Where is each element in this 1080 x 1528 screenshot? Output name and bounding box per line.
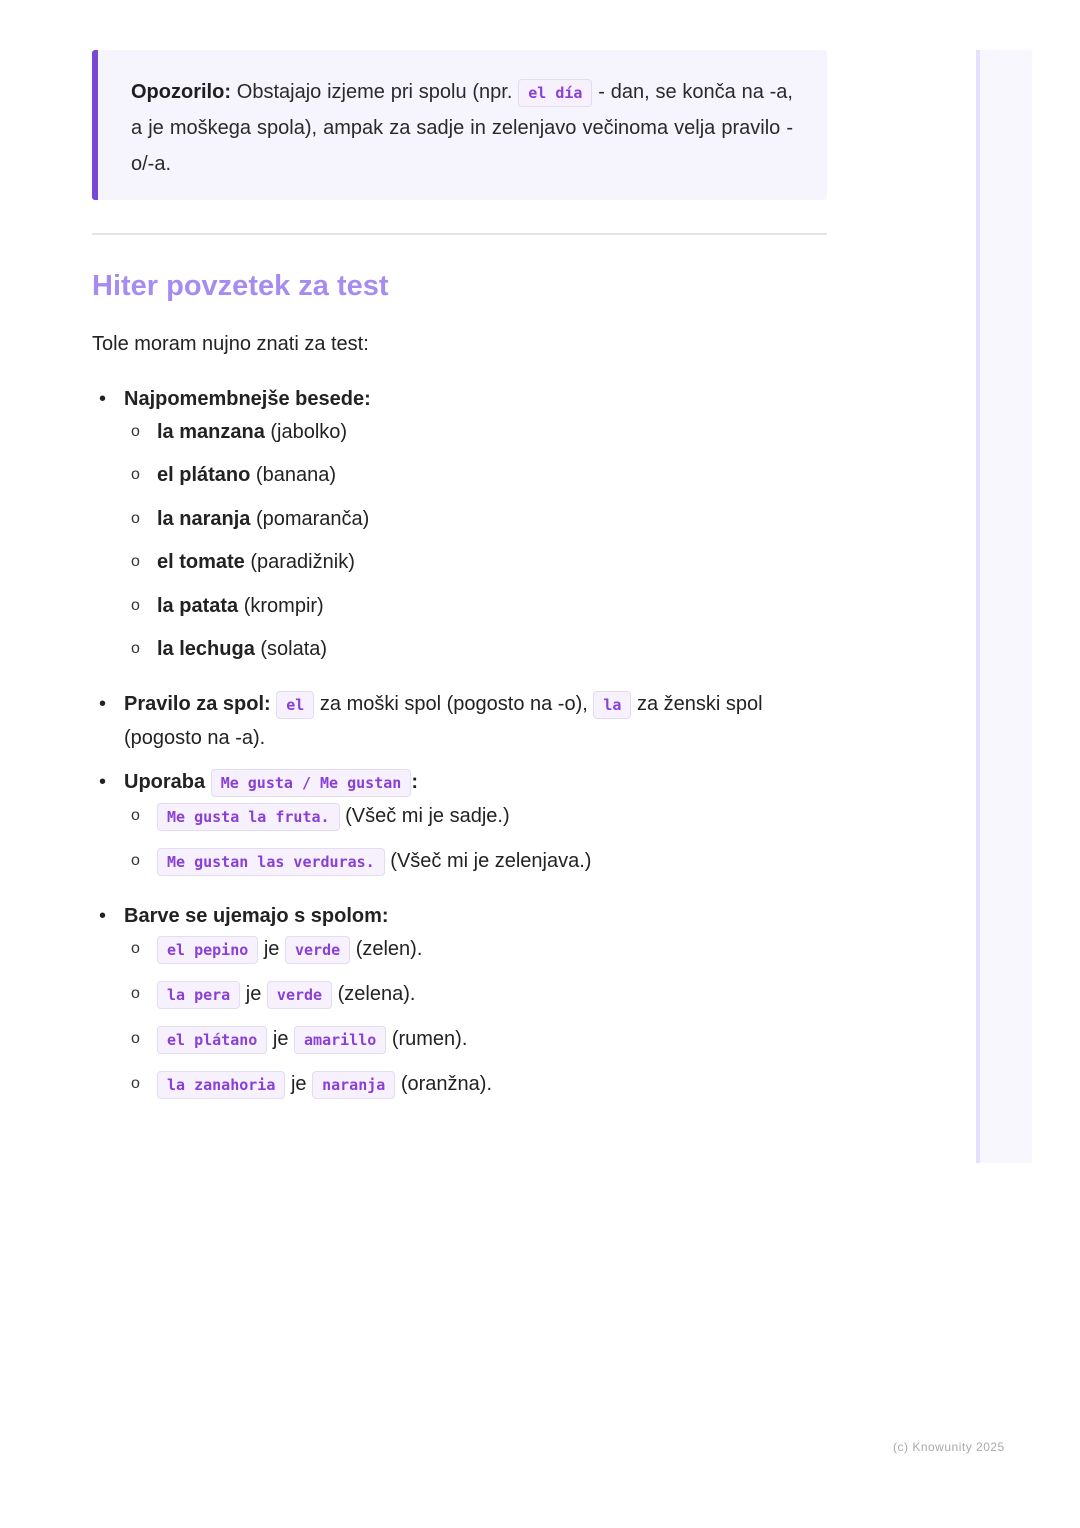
callout-label: Opozorilo:: [131, 81, 231, 103]
usage-label: Uporaba Me gusta / Me gustan :: [124, 767, 418, 797]
copyright-footer: (c) Knowunity 2025: [893, 1440, 1005, 1454]
circle-bullet-icon: o: [131, 940, 140, 957]
section-intro: Tole moram nujno znati za test:: [92, 333, 369, 355]
list-item: el plátano (banana): [157, 464, 336, 486]
circle-bullet-icon: o: [131, 852, 140, 869]
circle-bullet-icon: o: [131, 985, 140, 1002]
circle-bullet-icon: o: [131, 640, 140, 657]
warning-callout: [92, 50, 827, 200]
circle-bullet-icon: o: [131, 553, 140, 570]
bullet-icon: •: [99, 905, 107, 927]
callout-code: el día: [518, 79, 592, 107]
bullet-icon: •: [99, 388, 107, 410]
bullet-icon: •: [99, 771, 107, 793]
section-heading: Hiter povzetek za test: [92, 270, 389, 302]
list-item: la naranja (pomaranča): [157, 508, 370, 530]
list-item: la patata (krompir): [157, 595, 324, 617]
circle-bullet-icon: o: [131, 1030, 140, 1047]
gender-rule: Pravilo za spol: el za moški spol (pogosto na -o), la za ženski spol: [124, 689, 763, 719]
words-label: Najpomembnejše besede:: [124, 388, 371, 410]
section-divider: [92, 233, 827, 235]
circle-bullet-icon: o: [131, 807, 140, 824]
list-item: la zanahoria je naranja (oranžna).: [157, 1069, 492, 1099]
side-panel: [976, 50, 1032, 1163]
gender-rule-continued: (pogosto na -a).: [124, 727, 266, 749]
list-item: la pera je verde (zelena).: [157, 979, 415, 1009]
list-item: Me gustan las verduras. (Všeč mi je zelenjava.): [157, 846, 591, 876]
callout-text-after: - dan, se konča na -a, a je moškega spola), ampak za sadje in zelenjavo večinoma velja pravilo -o/-a.: [131, 81, 793, 175]
list-item: el plátano je amarillo (rumen).: [157, 1024, 467, 1054]
colors-label: Barve se ujemajo s spolom:: [124, 905, 389, 927]
list-item: el pepino je verde (zelen).: [157, 934, 422, 964]
list-item: la lechuga (solata): [157, 638, 328, 660]
bullet-icon: •: [99, 693, 107, 715]
list-item: el tomate (paradižnik): [157, 551, 355, 573]
list-item: la manzana (jabolko): [157, 421, 348, 443]
circle-bullet-icon: o: [131, 466, 140, 483]
circle-bullet-icon: o: [131, 597, 140, 614]
circle-bullet-icon: o: [131, 510, 140, 527]
circle-bullet-icon: o: [131, 423, 140, 440]
list-item: Me gusta la fruta. (Všeč mi je sadje.): [157, 801, 510, 831]
callout-text-before: Obstajajo izjeme pri spolu (npr.: [230, 81, 519, 103]
circle-bullet-icon: o: [131, 1075, 140, 1092]
